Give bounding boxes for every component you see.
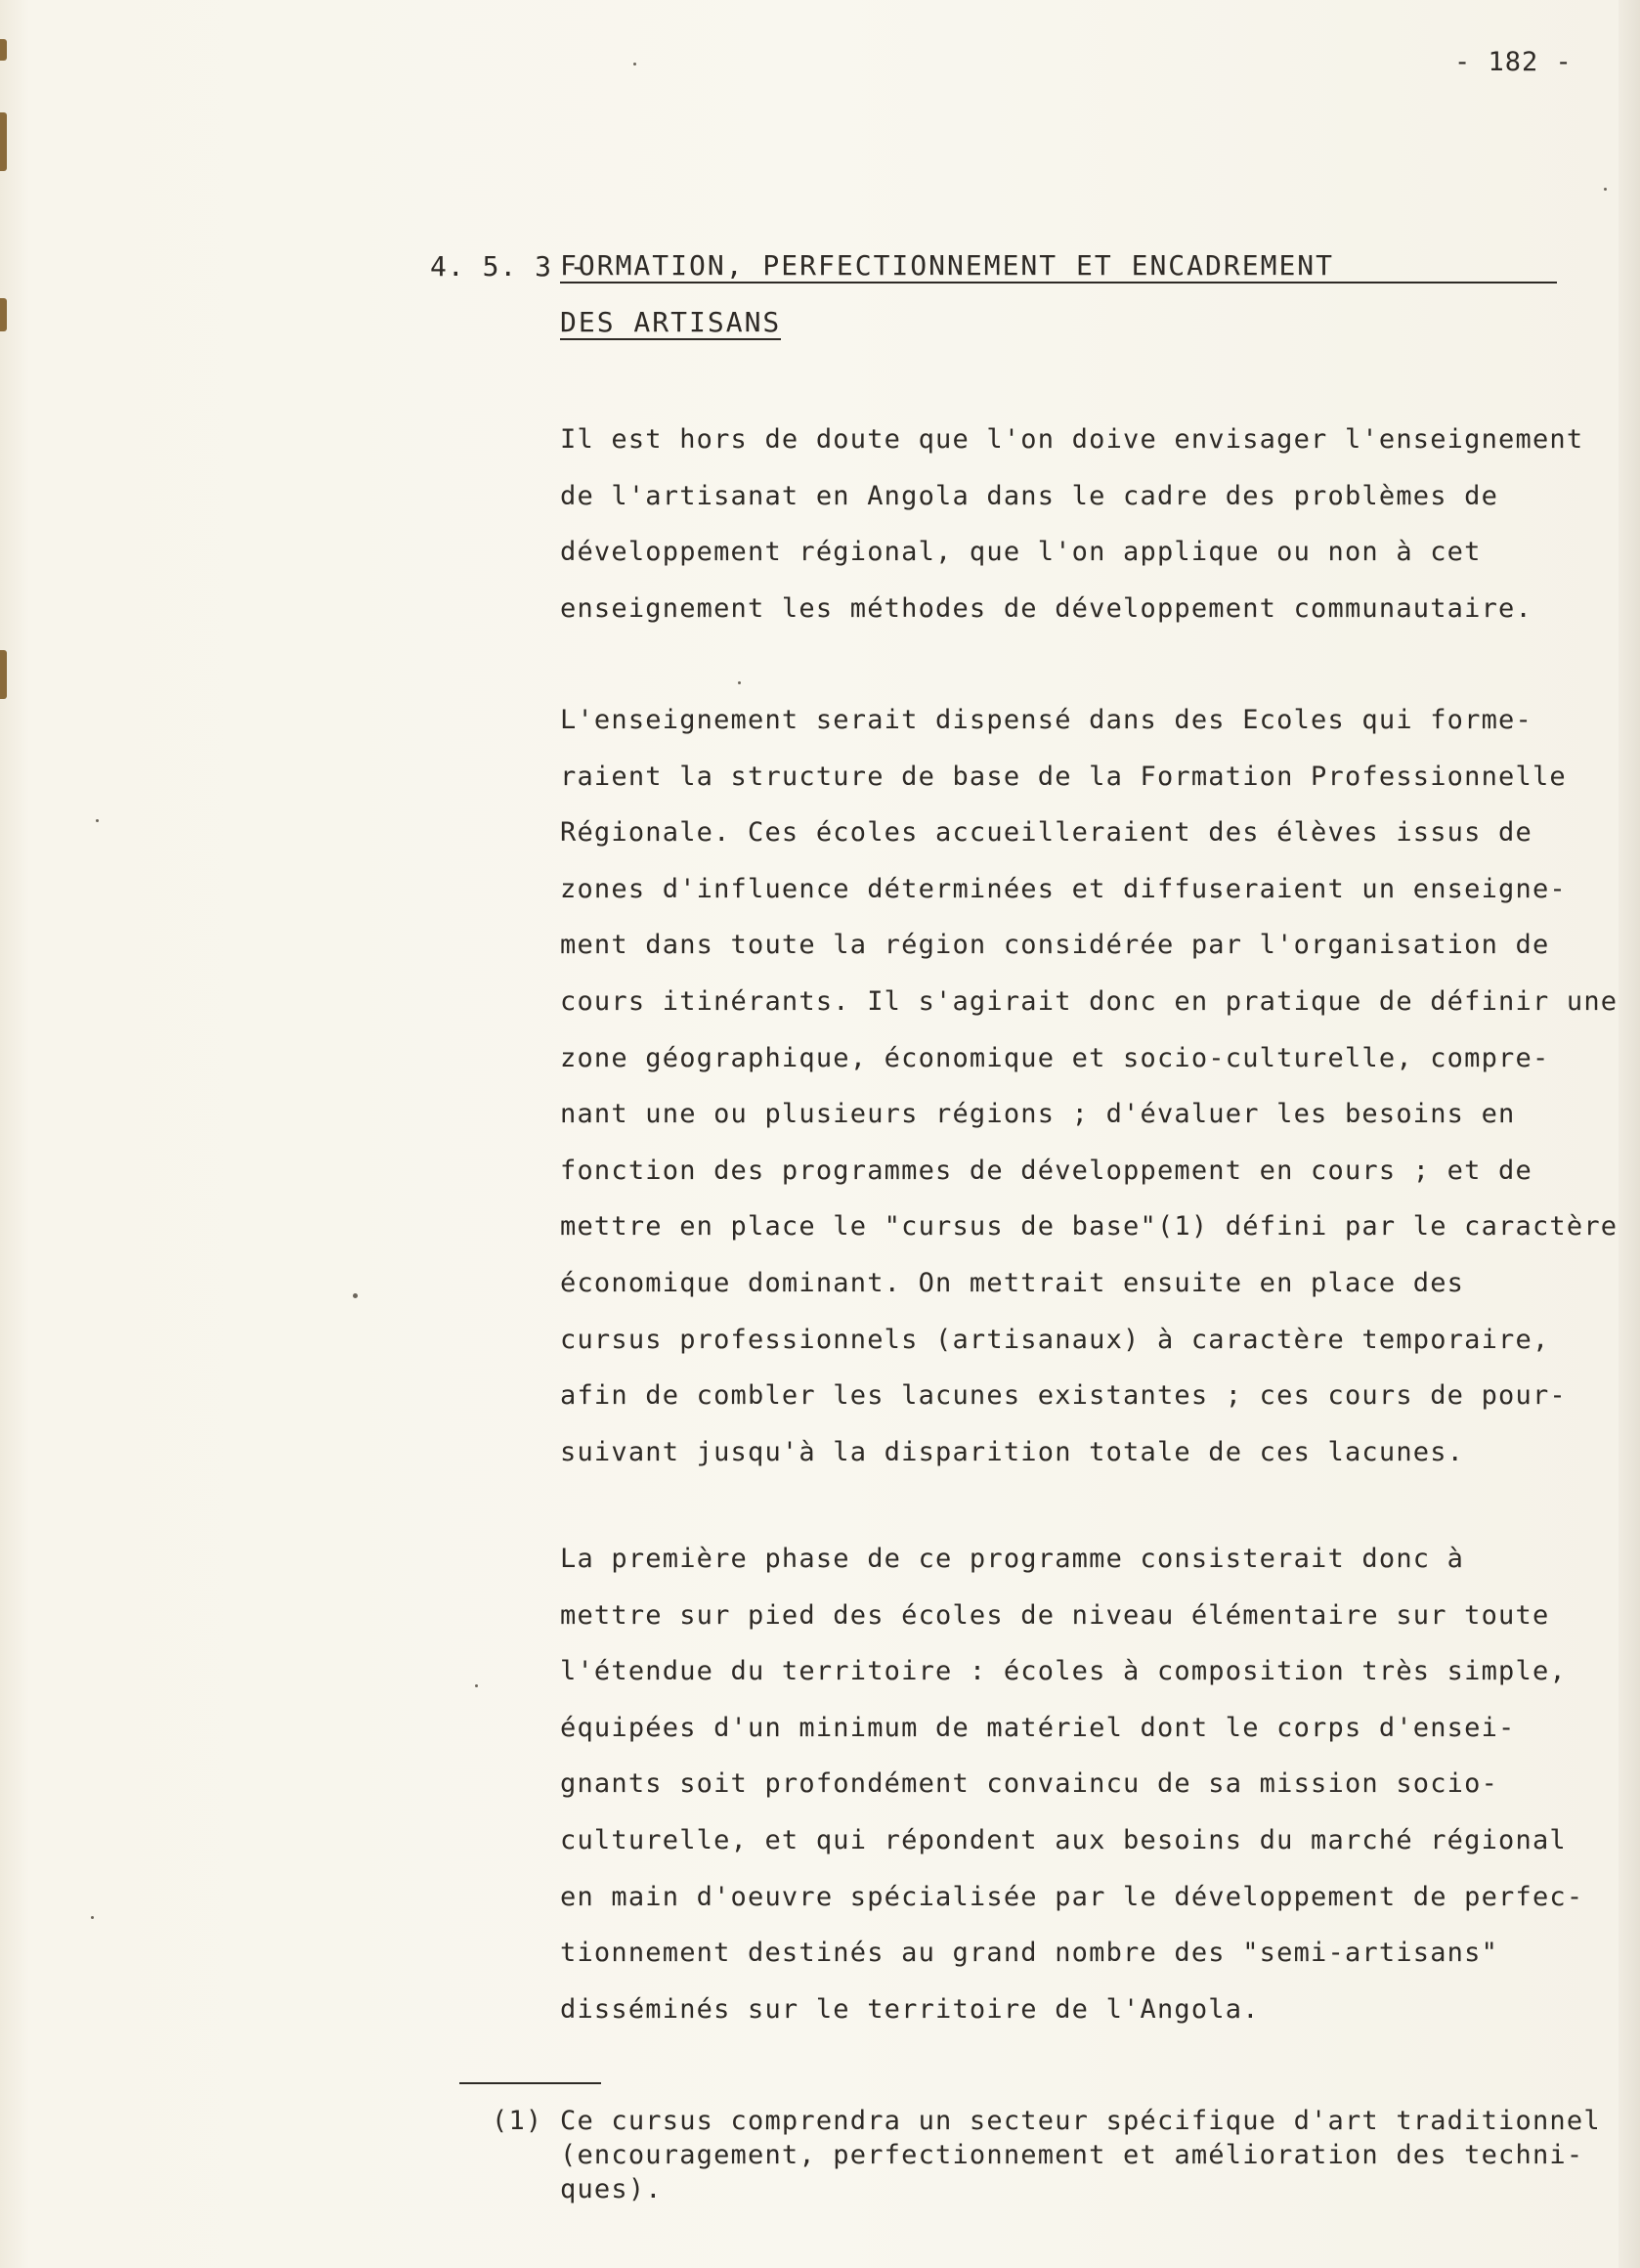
text-line: l'étendue du territoire : écoles à composition très simple, [560, 1656, 1567, 1687]
text-line: mettre sur pied des écoles de niveau élémentaire sur toute [560, 1599, 1550, 1631]
text-line: enseignement les méthodes de développement communautaire. [560, 592, 1532, 624]
text-line: cursus professionnels (artisanaux) à caractère temporaire, [560, 1324, 1550, 1355]
binding-mark [0, 298, 7, 331]
section-title-line: FORMATION, PERFECTIONNEMENT ET ENCADREMENT [560, 250, 1557, 284]
text-line: nant une ou plusieurs régions ; d'évaluer les besoins en [560, 1099, 1516, 1130]
text-line: suivant jusqu'à la disparition totale de ces lacunes. [560, 1436, 1465, 1467]
footnote-mark: (1) [492, 2106, 543, 2136]
section-title [560, 250, 1557, 364]
text-line: développement régional, que l'on applique ou non à cet [560, 537, 1482, 568]
page-edge-shadow [1618, 0, 1640, 2268]
footnote-text [560, 2104, 1606, 2206]
text-line: La première phase de ce programme consisterait donc à [560, 1544, 1465, 1574]
page-number: - 182 - [1454, 47, 1573, 77]
text-line: gnants soit profondément convaincu de sa mission socio- [560, 1768, 1499, 1800]
paragraph [560, 1531, 1596, 2037]
section-title-line: DES ARTISANS [560, 306, 782, 338]
binding-mark [0, 39, 7, 61]
paragraph [560, 692, 1618, 1480]
paper-speck [96, 819, 99, 822]
paragraph [560, 412, 1596, 636]
text-line: zone géographique, économique et socio-culturelle, compre- [560, 1042, 1550, 1073]
text-line: culturelle, et qui répondent aux besoins du marché régional [560, 1824, 1567, 1855]
text-line: zones d'influence déterminées et diffuseraient un enseigne- [560, 873, 1567, 904]
text-line: fonction des programmes de développement en cours ; et de [560, 1155, 1532, 1186]
text-line: tionnement destinés au grand nombre des "semi-artisans" [560, 1938, 1499, 1969]
paper-speck [353, 1293, 358, 1298]
text-line: raient la structure de base de la Formation Professionnelle [560, 761, 1567, 792]
text-line: Régionale. Ces écoles accueilleraient des élèves issus de [560, 817, 1532, 849]
binding-mark [0, 650, 7, 699]
text-line: de l'artisanat en Angola dans le cadre des problèmes de [560, 480, 1499, 511]
footnote-line: Ce cursus comprendra un secteur spécifique d'art traditionnel [560, 2106, 1601, 2136]
paper-speck [91, 1916, 94, 1919]
text-line: afin de combler les lacunes existantes ; ces cours de pour- [560, 1380, 1567, 1412]
text-line: L'enseignement serait dispensé dans des Ecoles qui forme- [560, 705, 1532, 735]
paper-speck [633, 63, 636, 65]
section-number: 4. 5. 3 - [430, 250, 587, 283]
footnote-line: (encouragement, perfectionnement et amélioration des techni- [560, 2140, 1584, 2170]
footnote-divider [459, 2082, 601, 2084]
paper-speck [475, 1684, 478, 1687]
paper-speck [1604, 188, 1607, 191]
text-line: économique dominant. On mettrait ensuite en place des [560, 1267, 1465, 1298]
text-line: mettre en place le "cursus de base"(1) défini par le caractère [560, 1211, 1618, 1243]
text-line: en main d'oeuvre spécialisée par le développement de perfec- [560, 1881, 1584, 1912]
text-line: ment dans toute la région considérée par l'organisation de [560, 930, 1550, 961]
text-line: Il est hors de doute que l'on doive envisager l'enseignement [560, 424, 1584, 455]
binding-mark [0, 112, 7, 171]
paper-speck [738, 681, 741, 684]
text-line: disséminés sur le territoire de l'Angola. [560, 1993, 1260, 2025]
text-line: équipées d'un minimum de matériel dont le corps d'ensei- [560, 1712, 1516, 1743]
text-line: cours itinérants. Il s'agirait donc en pratique de définir une [560, 985, 1618, 1017]
footnote-line: ques). [560, 2174, 663, 2204]
